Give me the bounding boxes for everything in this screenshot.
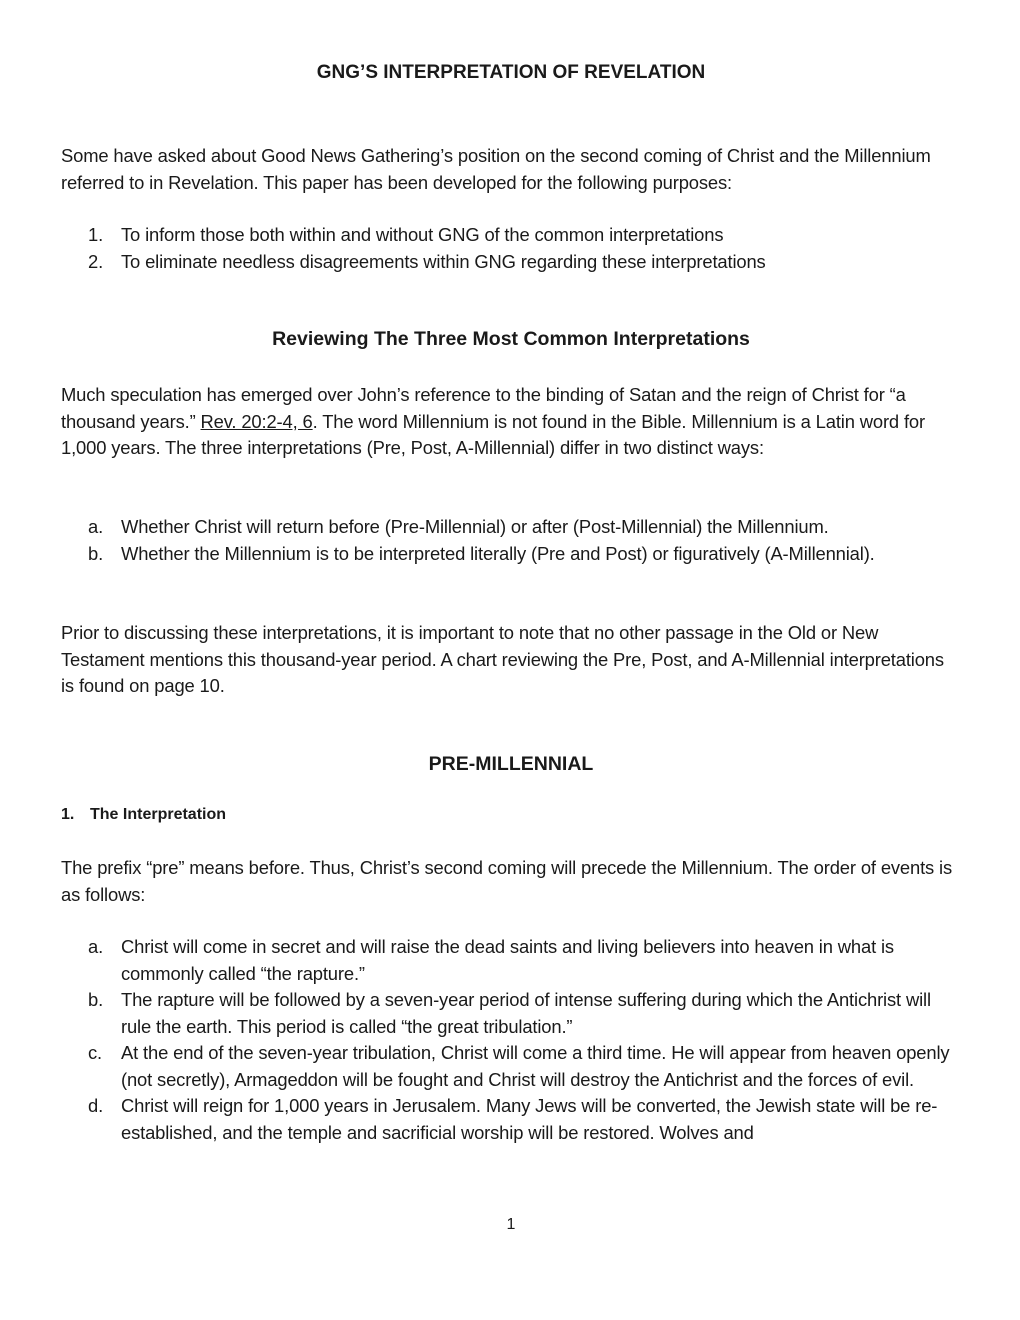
review-heading: Reviewing The Three Most Common Interpretations [272,328,750,350]
differences-list [61,514,961,567]
scripture-reference: Rev. 20:2-4, 6 [200,410,313,432]
list-item: a. Whether Christ will return before (Pre-Millennial) or after (Post-Millennial) the Millennium. [88,516,829,537]
events-list [61,934,961,1146]
review-paragraph: Much speculation has emerged over John’s reference to the binding of Satan and the reign of Christ for “a thousand years.” Rev. 20:2-4, 6. The word Millennium is not found in the Bible. Millennium is a Latin word for 1,000 years. The three interpretations (Pre, Post, A-Millennial) differ in two distinct ways: [61,384,925,458]
intro-paragraph: Some have asked about Good News Gathering’s position on the second coming of Christ and the Millennium referred to in Revelation. This paper has been developed for the following purposes: [61,145,931,193]
note-paragraph: Prior to discussing these interpretations, it is important to note that no other passage in the Old or New Testament mentions this thousand-year period. A chart reviewing the Pre, Post, and A-Millennial interpretations is found on page 10. [61,622,944,696]
list-item: d. Christ will reign for 1,000 years in Jerusalem. Many Jews will be converted, the Jewish state will be re-established, and the temple and sacrificial worship will be restored. Wolves and [88,1095,938,1143]
document-title: GNG’S INTERPRETATION OF REVELATION [316,62,706,83]
list-item: 1. To inform those both within and without GNG of the common interpretations [88,224,724,245]
list-item: a. Christ will come in secret and will raise the dead saints and living believers into heaven in what is commonly called “the rapture.” [88,936,894,984]
pre-millennial-intro: The prefix “pre” means before. Thus, Christ’s second coming will precede the Millennium. The order of events is as follows: [61,857,953,905]
page-number: 1 [506,1216,516,1233]
list-item: 2. To eliminate needless disagreements within GNG regarding these interpretations [88,250,766,272]
list-item: c. At the end of the seven-year tribulation, Christ will come a third time. He will appear from heaven openly (not secretly), Armageddon will be fought and Christ will destroy the Antichrist and the forces of evil. [88,1042,950,1090]
pre-millennial-heading: PRE-MILLENNIAL [428,753,594,775]
list-item: b. Whether the Millennium is to be interpreted literally (Pre and Post) or figuratively (A-Millennial). [88,542,875,564]
purposes-list [61,222,961,275]
interpretation-subheading: 1. The Interpretation [61,806,227,823]
list-item: b. The rapture will be followed by a seven-year period of intense suffering during which the Antichrist will rule the earth. This period is called “the great tribulation.” [88,989,931,1037]
